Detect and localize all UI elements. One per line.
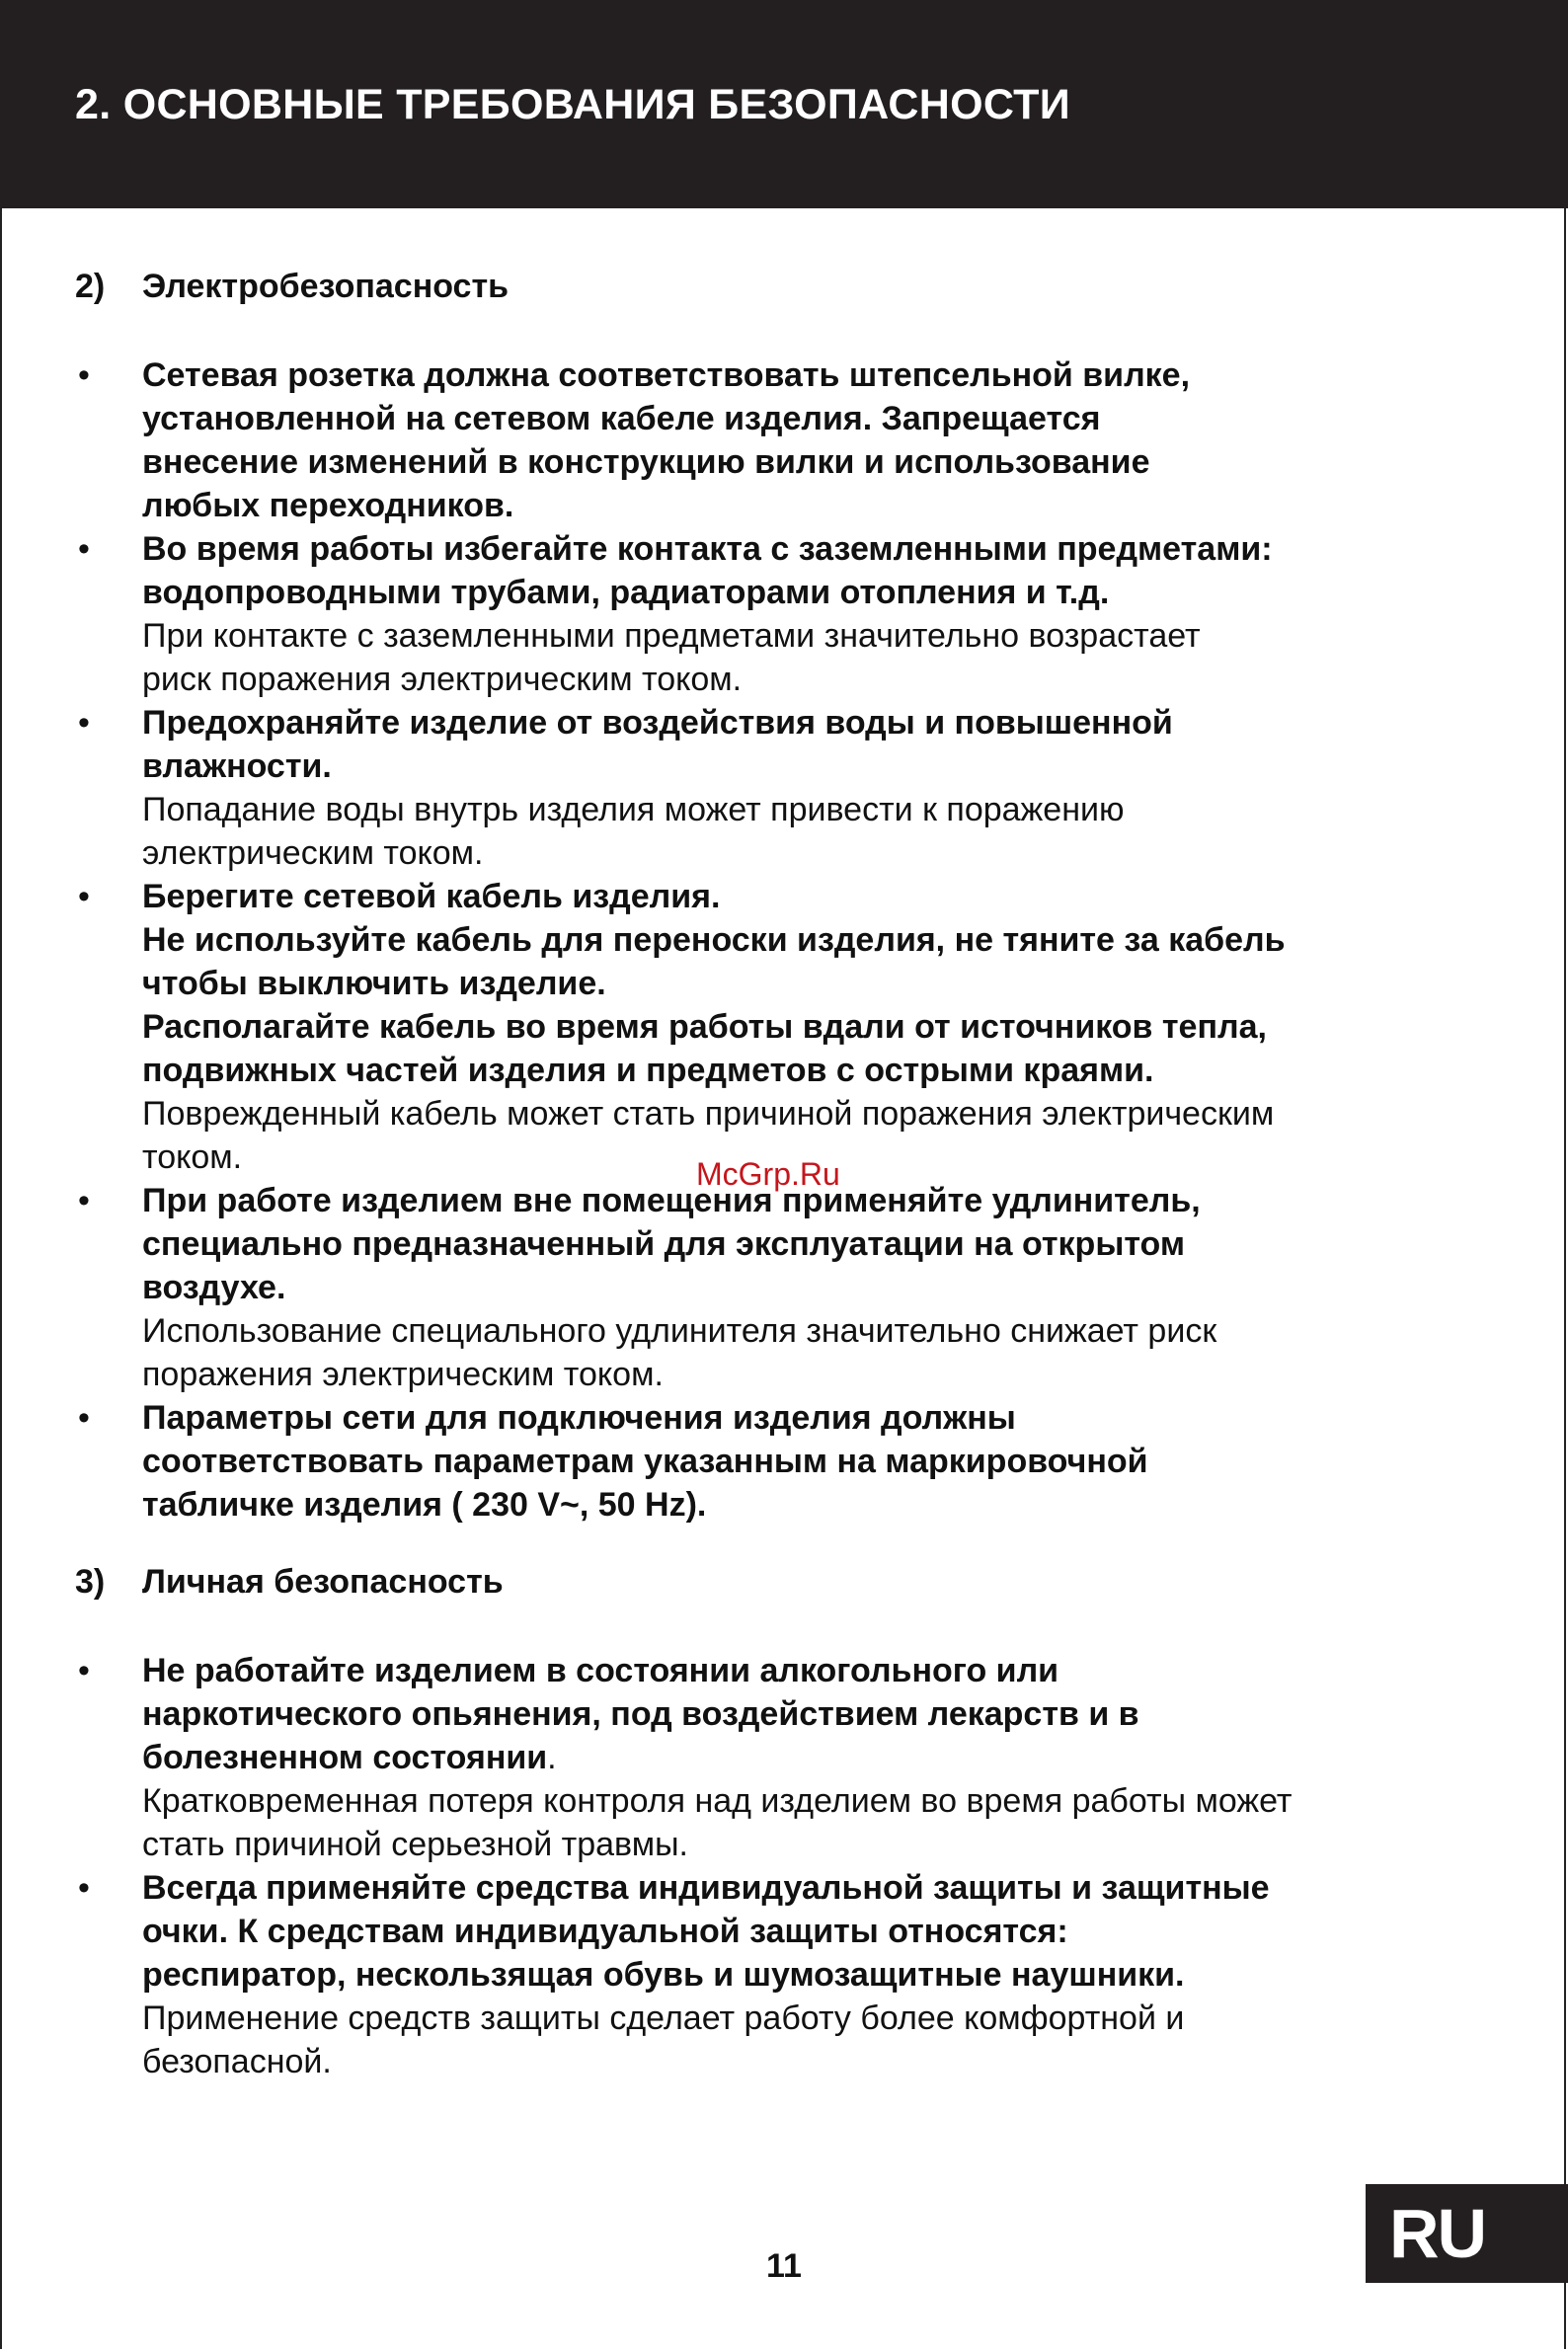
item-text-bold: Параметры сети для подключения изделия должны <box>142 1399 1016 1437</box>
item-text-bold: респиратор, нескользящая обувь и шумозащитные наушники. <box>142 1956 1185 1994</box>
item-text-bold: Не используйте кабель для переноски изделия, не тяните за кабель <box>142 921 1286 959</box>
bullet: • <box>78 530 90 568</box>
list-item <box>75 353 1517 527</box>
bullet: • <box>78 1652 90 1689</box>
personal-safety-list <box>75 1649 1517 2083</box>
item-text-bold: очки. К средствам индивидуальной защиты относятся: <box>142 1913 1068 1950</box>
item-text-normal: электрическим током. <box>142 834 484 872</box>
list-item <box>75 1866 1517 2083</box>
item-text-bold: внесение изменений в конструкцию вилки и использование <box>142 443 1150 481</box>
item-text-bold: При работе изделием вне помещения применяйте удлинитель, <box>142 1182 1201 1219</box>
item-text-normal: Использование специального удлинителя значительно снижает риск <box>142 1312 1217 1350</box>
item-text-bold: наркотического опьянения, под воздействием лекарств и в <box>142 1695 1139 1733</box>
item-text-bold: воздухе. <box>142 1269 286 1306</box>
item-text-bold: установленной на сетевом кабеле изделия. Запрещается <box>142 400 1101 437</box>
item-text-bold: водопроводными трубами, радиаторами отопления и т.д. <box>142 574 1110 611</box>
item-text-normal: поражения электрическим током. <box>142 1356 664 1393</box>
bullet: • <box>78 356 90 394</box>
item-text-normal: Попадание воды внутрь изделия может привести к поражению <box>142 791 1125 828</box>
list-item <box>75 1396 1517 1527</box>
bullet: • <box>78 1399 90 1437</box>
item-text-bold: табличке изделия ( 230 V~, 50 Hz). <box>142 1486 707 1524</box>
list-item <box>75 875 1517 1179</box>
page-title: 2. ОСНОВНЫЕ ТРЕБОВАНИЯ БЕЗОПАСНОСТИ <box>75 81 1070 128</box>
item-text-bold: Во время работы избегайте контакта с заземленными предметами: <box>142 530 1273 568</box>
bullet: • <box>78 878 90 915</box>
item-text-normal: током. <box>142 1138 243 1176</box>
list-item <box>75 1649 1517 1866</box>
item-text-bold: подвижных частей изделия и предметов с острыми краями. <box>142 1052 1154 1089</box>
item-text-bold: любых переходников. <box>142 487 514 524</box>
bullet: • <box>78 1869 90 1907</box>
language-badge-label: RU <box>1389 2195 1486 2272</box>
section-number: 3) <box>75 1563 106 1601</box>
item-text-bold: болезненном состоянии <box>142 1739 548 1776</box>
section-title: Электробезопасность <box>142 268 510 305</box>
item-text-bold: влажности. <box>142 747 332 785</box>
bullet: • <box>78 1182 90 1219</box>
section-heading-personal <box>75 1560 1517 1604</box>
item-text-normal: Поврежденный кабель может стать причиной поражения электрическим <box>142 1095 1275 1133</box>
item-text-bold: специально предназначенный для эксплуатации на открытом <box>142 1225 1186 1263</box>
item-text-normal: безопасной. <box>142 2043 332 2080</box>
list-item <box>75 1179 1517 1396</box>
language-badge <box>1366 2184 1568 2283</box>
watermark: McGrp.Ru <box>696 1156 840 1192</box>
item-text-bold: Располагайте кабель во время работы вдали от источников тепла, <box>142 1008 1267 1046</box>
item-text-normal: При контакте с заземленными предметами значительно возрастает <box>142 617 1201 655</box>
item-text-bold: Всегда применяйте средства индивидуальной защиты и защитные <box>142 1869 1270 1907</box>
item-text-bold: Берегите сетевой кабель изделия. <box>142 878 721 915</box>
section-heading-electrical <box>75 265 1517 308</box>
list-item <box>75 701 1517 875</box>
item-text-normal: стать причиной серьезной травмы. <box>142 1826 688 1863</box>
item-text-bold: Не работайте изделием в состоянии алкогольного или <box>142 1652 1059 1689</box>
page-number: 11 <box>766 2247 802 2285</box>
bullet: • <box>78 704 90 742</box>
item-text-normal: риск поражения электрическим током. <box>142 661 743 698</box>
item-text-bold: Сетевая розетка должна соответствовать штепсельной вилке, <box>142 356 1191 394</box>
item-text-normal: Кратковременная потеря контроля над изделием во время работы может <box>142 1782 1293 1820</box>
item-text-normal: . <box>547 1739 557 1776</box>
list-item <box>75 527 1517 701</box>
section-title: Личная безопасность <box>142 1563 504 1601</box>
item-text-bold: соответствовать параметрам указанным на маркировочной <box>142 1443 1148 1480</box>
item-text-bold: чтобы выключить изделие. <box>142 965 606 1002</box>
item-text-bold: Предохраняйте изделие от воздействия воды и повышенной <box>142 704 1173 742</box>
header-bar <box>0 0 1568 208</box>
section-number: 2) <box>75 268 106 305</box>
electrical-safety-list <box>75 353 1517 1527</box>
item-text-normal: Применение средств защиты сделает работу более комфортной и <box>142 1999 1185 2037</box>
